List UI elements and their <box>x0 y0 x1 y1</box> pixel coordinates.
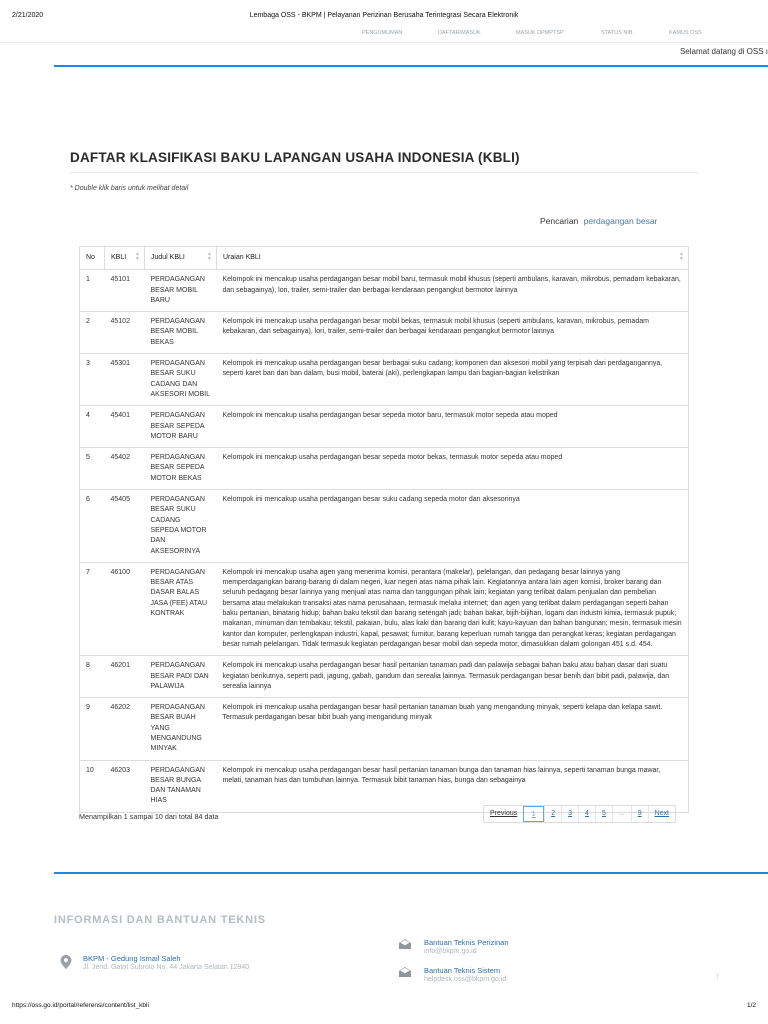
print-date: 2/21/2020 <box>12 12 44 19</box>
column-header-uraian[interactable]: Uraian KBLI ▲ ▼ <box>217 247 689 270</box>
cell-uraian: Kelompok ini mencakup usaha perdagangan besar hasil pertanian tanaman buah yang mengandung minyak, seperti kelapa dan kelapa sawit. Termasuk perdagangan besar bibit buah yang mengandung minyak <box>217 698 689 760</box>
cell-uraian: Kelompok ini mencakup usaha perdagangan besar hasil pertanian tanaman padi dan palawija sebagai bahan baku atau bahan dasar dari suatu kegiatan berikutnya, seperti padi, jagung, gabah, gandum dan serealia lainnya. Termasuk perdagangan besar benih dan bibit padi, palawija, dan serealia lainnya <box>217 656 689 698</box>
cell-judul: PERDAGANGAN BESAR ATAS DASAR BALAS JASA (FEE) ATAU KONTRAK <box>145 562 217 655</box>
cell-uraian: Kelompok ini mencakup usaha perdagangan besar berbagai suku cadang; komponen dan aksesori mobil yang terpisah dari perdagangannya, seperti karet ban dan ban dalam, busi mobil, baterai (aki), perlengkapan lampu dan bagian-bagian kelistrikan <box>217 354 689 406</box>
cell-no: 1 <box>80 270 105 312</box>
cell-kbli: 45301 <box>105 354 145 406</box>
cell-no: 10 <box>80 760 105 812</box>
cell-no: 8 <box>80 656 105 698</box>
cell-judul: PERDAGANGAN BESAR BUNGA DAN TANAMAN HIAS <box>145 760 217 812</box>
page-button-1[interactable]: 1 <box>523 806 544 822</box>
search-field[interactable] <box>540 216 657 226</box>
cell-no: 5 <box>80 448 105 490</box>
cell-kbli: 45102 <box>105 312 145 354</box>
footer-accent-line <box>54 872 768 874</box>
office-address: Jl. Jend. Gatot Subroto No. 44 Jakarta Selatan 12940 <box>83 964 250 971</box>
nav-divider <box>0 42 768 43</box>
table-body <box>80 270 689 812</box>
cell-kbli: 46202 <box>105 698 145 760</box>
cell-kbli: 45405 <box>105 490 145 563</box>
envelope-open-icon <box>399 939 411 949</box>
help-sistem-email[interactable]: helpdesk.oss@bkpm.go.id <box>424 976 507 983</box>
cell-judul: PERDAGANGAN BESAR SUKU CADANG SEPEDA MOTOR DAN AKSESORINYA <box>145 490 217 563</box>
cell-judul: PERDAGANGAN BESAR PADI DAN PALAWIJA <box>145 656 217 698</box>
pagination-ellipsis: ... <box>612 806 631 822</box>
search-input[interactable]: perdagangan besar <box>583 216 658 226</box>
cell-kbli: 46100 <box>105 562 145 655</box>
nav-item-masuk-dpmptsp[interactable]: MASUK DPMPTSP <box>516 30 564 36</box>
cell-uraian: Kelompok ini mencakup usaha perdagangan besar suku cadang sepeda motor dan aksesorinya <box>217 490 689 563</box>
cell-judul: PERDAGANGAN BESAR MOBIL BARU <box>145 270 217 312</box>
header-accent-line <box>54 65 768 67</box>
previous-button[interactable]: Previous <box>490 810 518 817</box>
pagination <box>483 805 676 823</box>
page-title: DAFTAR KLASIFIKASI BAKU LAPANGAN USAHA INDONESIA (KBLI) <box>70 150 520 165</box>
table-row[interactable] <box>80 270 689 312</box>
page-button-9[interactable]: 9 <box>631 806 648 822</box>
nav-item-status-nib[interactable]: STATUS NIB <box>601 30 633 36</box>
column-header-no[interactable]: No <box>80 247 105 270</box>
table-row[interactable] <box>80 312 689 354</box>
print-page-number: 1/2 <box>746 1002 756 1009</box>
arrow-up-icon[interactable]: ↑ <box>715 971 720 982</box>
cell-kbli: 46201 <box>105 656 145 698</box>
print-header <box>12 12 756 24</box>
table-header-row <box>80 247 689 270</box>
cell-uraian: Kelompok ini mencakup usaha perdagangan besar sepeda motor bekas, termasuk motor sepeda atau moped <box>217 448 689 490</box>
cell-uraian: Kelompok ini mencakup usaha perdagangan besar mobil bekas, termasuk mobil khusus (seperti ambulans, karavan, mikrobus, pemadam kebakaran, dan sebagainya), lori, trailer, semi-trailer dan berbagai kendaraan pengangkut bermotor lainnya <box>217 312 689 354</box>
help-sistem-title[interactable]: Bantuan Teknis Sistem <box>424 966 501 975</box>
page-button-2[interactable]: 2 <box>544 806 561 822</box>
table-row[interactable] <box>80 562 689 655</box>
cell-kbli: 46203 <box>105 760 145 812</box>
nav-item-pengumuman[interactable]: PENGUMUMAN <box>362 30 403 36</box>
cell-judul: PERDAGANGAN BESAR SEPEDA MOTOR BEKAS <box>145 448 217 490</box>
cell-uraian: Kelompok ini mencakup usaha perdagangan besar sepeda motor baru, termasuk motor sepeda atau moped <box>217 406 689 448</box>
column-header-kbli[interactable]: KBLI ▲ ▼ <box>105 247 145 270</box>
cell-no: 3 <box>80 354 105 406</box>
kbli-table <box>79 246 689 813</box>
footer-heading: INFORMASI DAN BANTUAN TEKNIS <box>54 914 266 926</box>
cell-judul: PERDAGANGAN BESAR BUAH YANG MENGANDUNG MINYAK <box>145 698 217 760</box>
cell-kbli: 45402 <box>105 448 145 490</box>
cell-uraian: Kelompok ini mencakup usaha perdagangan besar mobil baru, termasuk mobil khusus (seperti ambulans, karavan, mikrobus, pemadam kebakaran, dan sebagainya), lori, trailer, semi-trailer dan berbagai kendaraan pengangkut bermotor lainnya <box>217 270 689 312</box>
cell-uraian: Kelompok ini mencakup usaha perdagangan besar hasil pertanian tanaman bunga dan tanaman hias lainnya, seperti tanaman bunga mawar, melati, tanaman hias dan tumbuhan lainnya. Termasuk bibit tanaman hias, bunga dan sebagainya <box>217 760 689 812</box>
print-document-title: Lembaga OSS - BKPM | Pelayanan Perizinan Berusaha Terintegrasi Secara Elektronik <box>249 12 519 19</box>
cell-no: 9 <box>80 698 105 760</box>
table-row[interactable] <box>80 448 689 490</box>
sort-icon: ▲ ▼ <box>679 251 684 262</box>
column-header-judul[interactable]: Judul KBLI ▲ ▼ <box>145 247 217 270</box>
print-url: https://oss.go.id/portal/referensi/content/list_kbli <box>12 1002 149 1009</box>
nav-item-daftar-masuk[interactable]: DAFTAR/MASUK <box>438 30 481 36</box>
cell-no: 4 <box>80 406 105 448</box>
table-row[interactable] <box>80 354 689 406</box>
cell-no: 7 <box>80 562 105 655</box>
welcome-text: Selamat datang di OSS ı <box>679 47 768 56</box>
pagination-info: Menampilkan 1 sampai 10 dari total 84 data <box>79 812 219 821</box>
cell-judul: PERDAGANGAN BESAR MOBIL BEKAS <box>145 312 217 354</box>
sort-icon: ▲ ▼ <box>135 251 140 262</box>
title-divider <box>70 172 698 173</box>
cell-no: 6 <box>80 490 105 563</box>
envelope-open-icon <box>399 967 411 977</box>
help-perizinan-title[interactable]: Bantuan Teknis Perizinan <box>424 938 509 947</box>
office-name[interactable]: BKPM - Gedung Ismail Saleh <box>83 954 181 963</box>
next-button[interactable]: Next <box>648 806 675 822</box>
search-label: Pencarian <box>540 216 579 226</box>
nav-item-kamus-oss[interactable]: KAMUS OSS <box>669 30 702 36</box>
cell-no: 2 <box>80 312 105 354</box>
table-row[interactable] <box>80 656 689 698</box>
table-row[interactable] <box>80 406 689 448</box>
table-row[interactable] <box>80 698 689 760</box>
top-navigation <box>0 30 768 40</box>
cell-kbli: 45101 <box>105 270 145 312</box>
sort-icon: ▲ ▼ <box>207 251 212 262</box>
cell-kbli: 45401 <box>105 406 145 448</box>
table-hint: * Double klik baris untuk melihat detail <box>70 185 189 192</box>
cell-judul: PERDAGANGAN BESAR SEPEDA MOTOR BARU <box>145 406 217 448</box>
page-button-3[interactable]: 3 <box>561 806 578 822</box>
cell-uraian: Kelompok ini mencakup usaha agen yang menerima komisi, perantara (makelar), pelelangan, dan pedagang besar lainnya yang memperdagangkan barang-barang di dalam negeri, luar negeri atas nama pihak lain. Kegiatannya antara lain agen komisi, broker barang dan seluruh pedagang besar lainnya yang menjual atas nama dan tanggungan pihak lain; kegiatan yang terlibat dalam penjualan dan pembelian bersama atau melakukan transaksi atas nama perusahaan, termasuk melalui internet; dan agen yang terlibat dalam perdagangan seperti bahan baku pertanian, binatang hidup; bahan baku tekstil dan barang setengah jadi; bahan bakar, bijih-bijihan, logam dan industri kimia, termasuk pupuk; makanan, minuman dan tembakau; tekstil, pakaian, bulu, alas kaki dan barang dari kulit; kayu-kayuan dan bahan bangunan; mesin, termasuk mesin kantor dan komputer, perlengkapan industri, kapal, pesawat; furnitur, barang keperluan rumah tangga dan perangkat keras; kegiatan perdagangan besar rumah pelelangan. Tidak termasuk kegiatan perdagangan besar mobil dan sepeda motor, dimasukkan dalam golongan 451 s.d. 454. <box>217 562 689 655</box>
cell-judul: PERDAGANGAN BESAR SUKU CADANG DAN AKSESORI MOBIL <box>145 354 217 406</box>
help-perizinan-email[interactable]: info@bkpm.go.id <box>424 948 477 955</box>
page-button-4[interactable]: 4 <box>578 806 595 822</box>
page-button-5[interactable]: 5 <box>595 806 612 822</box>
table-row[interactable] <box>80 490 689 563</box>
location-pin-icon <box>60 955 72 969</box>
